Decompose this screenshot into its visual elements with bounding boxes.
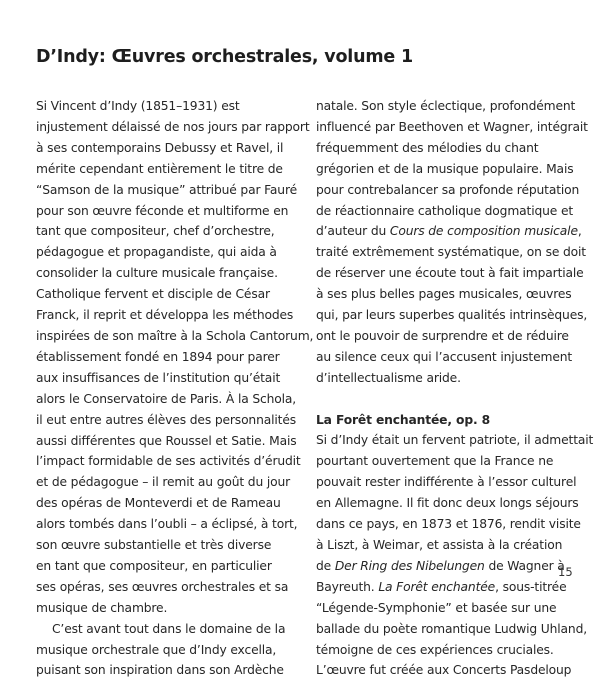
text-line: à ses contemporains Debussy et Ravel, il	[36, 140, 284, 155]
text-line: pour son œuvre féconde et multiforme en	[36, 203, 289, 218]
text-line: ses opéras, ses œuvres orchestrales et sa	[36, 579, 289, 594]
text-line: tant que compositeur, chef d’orchestre,	[36, 224, 275, 239]
text-line: alors tombés dans l’oubli – a éclipsé, à tort,	[36, 517, 298, 532]
text-line: musique orchestrale que d’Indy excella,	[36, 642, 277, 657]
text-line: Franck, il reprit et développa les méthodes	[36, 308, 294, 323]
text-line: pédagogue et propagandiste, qui aida à	[36, 245, 277, 260]
text-fragment: d’auteur du	[316, 224, 390, 239]
page-number: 15	[558, 565, 573, 579]
text-line: d’intellectualisme aride.	[316, 370, 461, 385]
text-line: inspirées de son maître à la Schola Cantorum,	[36, 328, 314, 343]
text-line	[316, 556, 592, 577]
text-line: Si Vincent d’Indy (1851–1931) est	[36, 99, 240, 113]
text-line: consolider la culture musicale française.	[36, 266, 278, 281]
book-title: Cours de composition musicale	[389, 224, 578, 239]
text-line: grégorien et de la musique populaire. Mais	[316, 161, 574, 176]
text-line: “Légende-Symphonie” et basée sur une	[316, 600, 557, 615]
text-line: des opéras de Monteverdi et de Rameau	[36, 496, 281, 511]
text-line	[316, 577, 592, 598]
text-line: de réactionnaire catholique dogmatique et	[316, 203, 574, 218]
text-line: et de pédagogue – il remit au goût du jour	[36, 475, 291, 490]
paragraph-orchestral	[36, 619, 304, 681]
text-line: puisant son inspiration dans son Ardèche	[36, 663, 284, 678]
text-line: aux insuffisances de l’institution qu’était	[36, 370, 281, 385]
text-line: pouvait rester indifférente à l’essor culturel	[316, 475, 577, 490]
text-fragment: Bayreuth.	[316, 579, 379, 594]
text-line: en Allemagne. Il fit donc deux longs séjours	[316, 496, 579, 511]
text-line: l’impact formidable de ses activités d’érudit	[36, 454, 301, 469]
text-line: fréquemment des mélodies du chant	[316, 140, 539, 155]
text-line: L’œuvre fut créée aux Concerts Pasdeloup	[316, 663, 572, 678]
paragraph-style	[316, 96, 592, 389]
text-line: au silence ceux qui l’accusent injustement	[316, 349, 573, 364]
paragraph-intro	[36, 96, 314, 619]
text-line: ont le pouvoir de surprendre et de réduire	[316, 328, 569, 343]
text-line: qui, par leurs superbes qualités intrinsèques,	[316, 308, 588, 323]
page-title: D’Indy: Œuvres orchestrales, volume 1	[36, 47, 413, 67]
text-line: alors le Conservatoire de Paris. À la Schola,	[36, 391, 297, 406]
work-title: Der Ring des Nibelungen	[334, 558, 485, 573]
text-line: à Liszt, à Weimar, et assista à la création	[316, 538, 563, 553]
section-heading: La Forêt enchantée, op. 8	[316, 412, 491, 427]
text-line: pour contrebalancer sa profonde réputation	[316, 182, 580, 197]
text-line: pourtant ouvertement que la France ne	[316, 454, 554, 469]
text-line: en tant que compositeur, en particulier	[36, 558, 272, 573]
text-line: “Samson de la musique” attribué par Fauré	[36, 182, 298, 197]
text-line: influencé par Beethoven et Wagner, intégrait	[316, 119, 588, 134]
text-line: aussi différentes que Roussel et Satie. Mais	[36, 433, 297, 448]
text-line: Catholique fervent et disciple de César	[36, 287, 270, 302]
work-title: La Forêt enchantée	[378, 579, 496, 594]
text-line: dans ce pays, en 1873 et 1876, rendit visite	[316, 517, 581, 532]
text-line: de réserver une écoute tout à fait impartiale	[316, 266, 584, 281]
text-line: à ses plus belles pages musicales, œuvres	[316, 287, 572, 302]
text-line: Si d’Indy était un fervent patriote, il admettait	[316, 433, 594, 448]
text-line: C’est avant tout dans le domaine de la	[52, 621, 286, 636]
left-column	[36, 96, 314, 681]
text-line: injustement délaissé de nos jours par rapport	[36, 119, 310, 134]
text-fragment: de Wagner à	[484, 558, 565, 573]
text-fragment: de	[316, 558, 335, 573]
paragraph-foret	[316, 430, 592, 681]
text-line: témoigne de ces expériences cruciales.	[316, 642, 554, 657]
text-line: ballade du poète romantique Ludwig Uhland,	[316, 621, 587, 636]
text-fragment: , sous-titrée	[495, 579, 567, 594]
text-line	[316, 221, 592, 242]
text-line: musique de chambre.	[36, 600, 168, 615]
text-line: natale. Son style éclectique, profondément	[316, 99, 576, 113]
text-line: son œuvre substantielle et très diverse	[36, 538, 272, 553]
text-line: traité extrêmement systématique, on se doit	[316, 245, 586, 260]
text-line: mérite cependant entièrement le titre de	[36, 161, 283, 176]
text-line: il eut entre autres élèves des personnalités	[36, 412, 296, 427]
right-column	[316, 96, 592, 681]
text-line: établissement fondé en 1894 pour parer	[36, 349, 280, 364]
text-fragment: ,	[577, 224, 582, 239]
